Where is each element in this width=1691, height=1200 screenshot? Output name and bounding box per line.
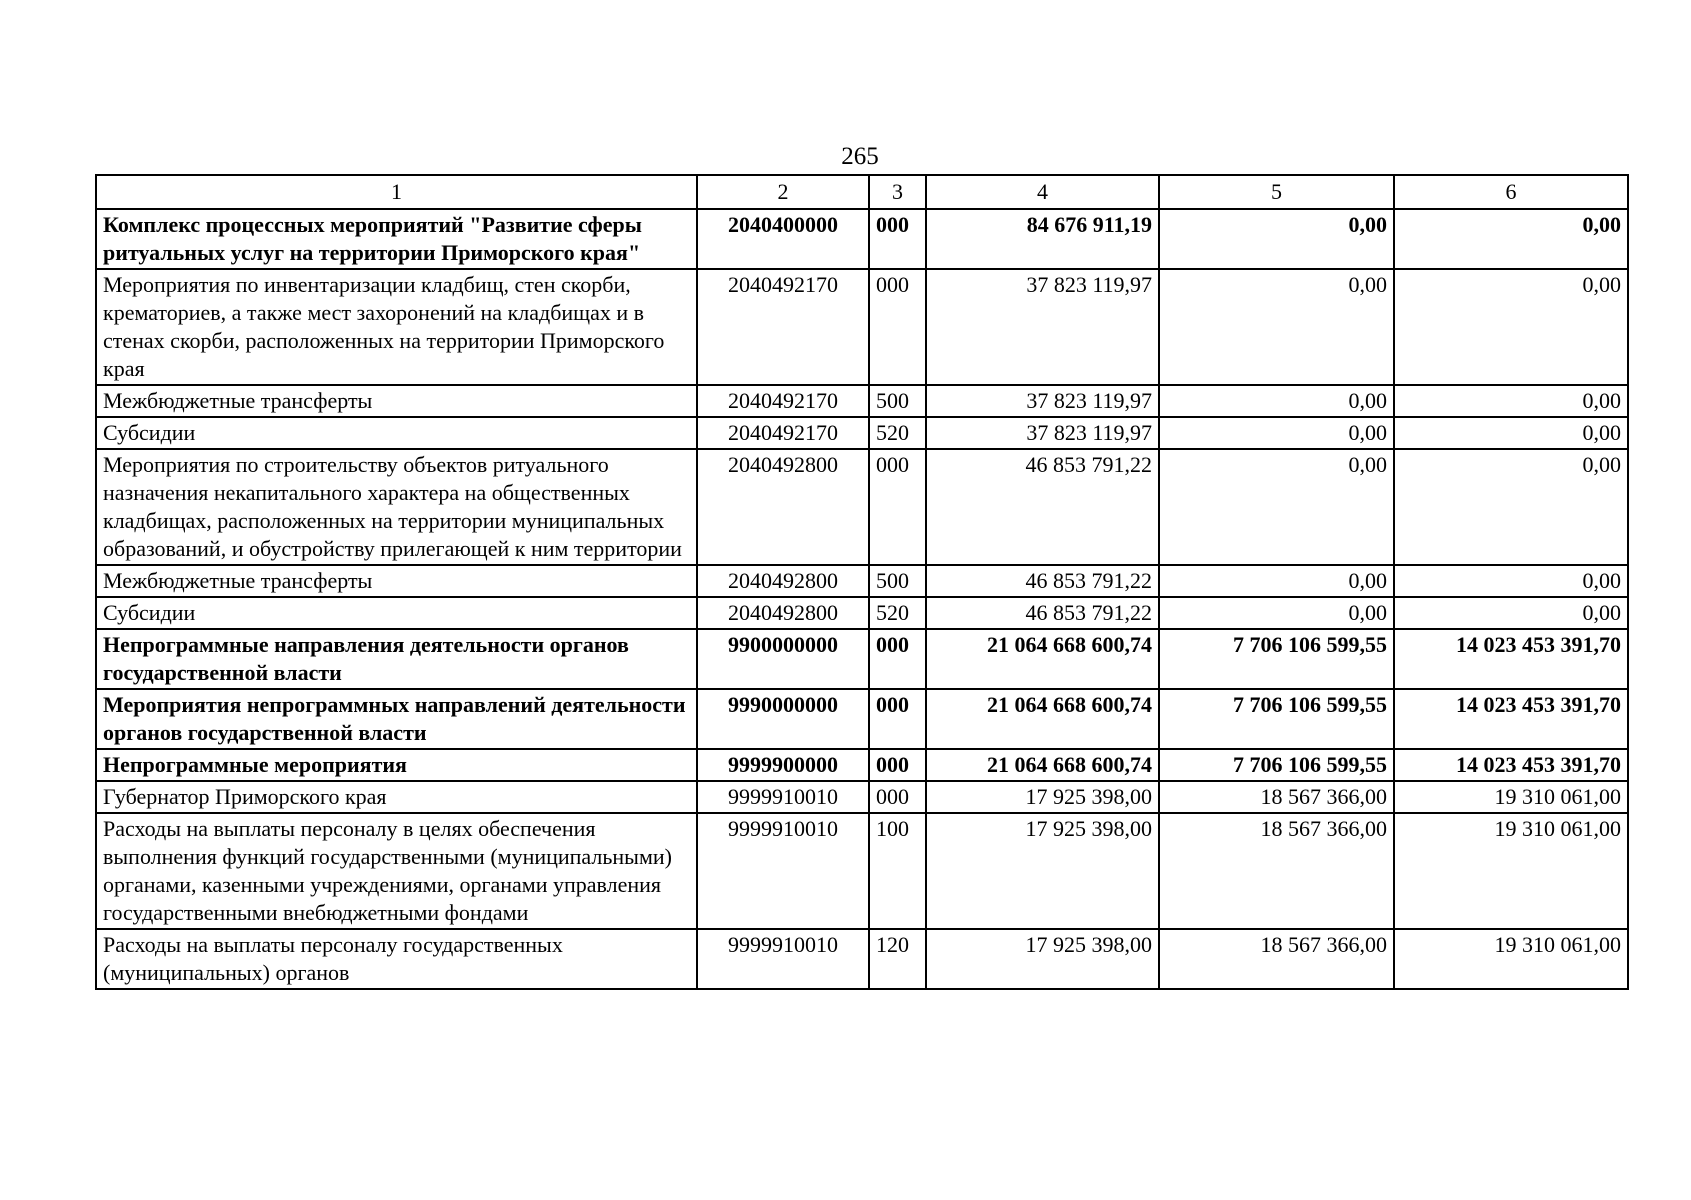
row-amount-col6-cell: 0,00: [1394, 417, 1628, 449]
table-row: [96, 689, 1628, 749]
row-code-cell: 9999900000: [697, 749, 869, 781]
row-name-cell: Субсидии: [96, 597, 697, 629]
row-amount-col6-cell: 19 310 061,00: [1394, 781, 1628, 813]
row-amount-col6-cell: 0,00: [1394, 565, 1628, 597]
table-row: [96, 417, 1628, 449]
row-code-cell: 2040492800: [697, 565, 869, 597]
table-row: [96, 269, 1628, 385]
row-amount-col6-cell: 14 023 453 391,70: [1394, 749, 1628, 781]
row-name-cell: Непрограммные мероприятия: [96, 749, 697, 781]
row-name-cell: Мероприятия непрограммных направлений деятельности органов государственной власти: [96, 689, 697, 749]
table-row: [96, 629, 1628, 689]
row-amount-col5-cell: 0,00: [1159, 597, 1394, 629]
row-amount-col6-cell: 0,00: [1394, 269, 1628, 385]
row-amount-col4-cell: 37 823 119,97: [926, 417, 1159, 449]
row-vr-cell: 000: [869, 629, 926, 689]
row-code-cell: 2040492170: [697, 385, 869, 417]
row-vr-cell: 520: [869, 417, 926, 449]
row-name-cell: Расходы на выплаты персоналу в целях обеспечения выполнения функций государственными (муниципальными) органами, казенными учреждениями, органами управления государственными внебюджетными фондами: [96, 813, 697, 929]
row-amount-col5-cell: 7 706 106 599,55: [1159, 689, 1394, 749]
table-row: [96, 749, 1628, 781]
row-amount-col4-cell: 84 676 911,19: [926, 209, 1159, 269]
table-row: [96, 209, 1628, 269]
table-row: [96, 929, 1628, 989]
row-amount-col4-cell: 37 823 119,97: [926, 269, 1159, 385]
row-code-cell: 2040492170: [697, 417, 869, 449]
table-row: [96, 385, 1628, 417]
row-amount-col6-cell: 14 023 453 391,70: [1394, 629, 1628, 689]
row-code-cell: 9990000000: [697, 689, 869, 749]
row-amount-col5-cell: 0,00: [1159, 209, 1394, 269]
row-code-cell: 2040492800: [697, 449, 869, 565]
row-amount-col5-cell: 0,00: [1159, 449, 1394, 565]
row-amount-col4-cell: 46 853 791,22: [926, 597, 1159, 629]
row-code-cell: 2040492800: [697, 597, 869, 629]
row-vr-cell: 100: [869, 813, 926, 929]
row-code-cell: 9999910010: [697, 781, 869, 813]
row-amount-col6-cell: 0,00: [1394, 449, 1628, 565]
row-vr-cell: 000: [869, 781, 926, 813]
row-amount-col6-cell: 14 023 453 391,70: [1394, 689, 1628, 749]
row-code-cell: 2040492170: [697, 269, 869, 385]
row-amount-col5-cell: 0,00: [1159, 417, 1394, 449]
table-row: [96, 597, 1628, 629]
row-name-cell: Губернатор Приморского края: [96, 781, 697, 813]
row-name-cell: Непрограммные направления деятельности органов государственной власти: [96, 629, 697, 689]
row-name-cell: Мероприятия по инвентаризации кладбищ, стен скорби, крематориев, а также мест захоронений на кладбищах и в стенах скорби, расположенных на территории Приморского края: [96, 269, 697, 385]
row-amount-col4-cell: 17 925 398,00: [926, 781, 1159, 813]
row-amount-col4-cell: 17 925 398,00: [926, 813, 1159, 929]
row-amount-col4-cell: 17 925 398,00: [926, 929, 1159, 989]
row-amount-col4-cell: 46 853 791,22: [926, 449, 1159, 565]
row-amount-col5-cell: 0,00: [1159, 269, 1394, 385]
row-name-cell: Межбюджетные трансферты: [96, 385, 697, 417]
header-col-5: 5: [1159, 175, 1394, 209]
table-row: [96, 449, 1628, 565]
row-amount-col5-cell: 18 567 366,00: [1159, 929, 1394, 989]
row-vr-cell: 000: [869, 209, 926, 269]
row-code-cell: 9900000000: [697, 629, 869, 689]
row-name-cell: Мероприятия по строительству объектов ритуального назначения некапитального характера на общественных кладбищах, расположенных на территории муниципальных образований, и обустройству прилегающей к ним территории: [96, 449, 697, 565]
row-vr-cell: 000: [869, 449, 926, 565]
row-amount-col5-cell: 18 567 366,00: [1159, 781, 1394, 813]
header-col-3: 3: [869, 175, 926, 209]
row-name-cell: Расходы на выплаты персоналу государственных (муниципальных) органов: [96, 929, 697, 989]
row-code-cell: 9999910010: [697, 813, 869, 929]
row-name-cell: Субсидии: [96, 417, 697, 449]
budget-table: [95, 174, 1629, 990]
row-vr-cell: 500: [869, 565, 926, 597]
row-amount-col4-cell: 37 823 119,97: [926, 385, 1159, 417]
row-amount-col5-cell: 0,00: [1159, 565, 1394, 597]
header-row: [96, 175, 1628, 209]
row-name-cell: Межбюджетные трансферты: [96, 565, 697, 597]
row-vr-cell: 120: [869, 929, 926, 989]
header-col-6: 6: [1394, 175, 1628, 209]
page-number: 265: [841, 143, 879, 170]
row-amount-col6-cell: 0,00: [1394, 597, 1628, 629]
row-amount-col5-cell: 7 706 106 599,55: [1159, 629, 1394, 689]
row-amount-col4-cell: 46 853 791,22: [926, 565, 1159, 597]
row-vr-cell: 000: [869, 269, 926, 385]
row-amount-col5-cell: 0,00: [1159, 385, 1394, 417]
row-vr-cell: 520: [869, 597, 926, 629]
table-row: [96, 565, 1628, 597]
row-amount-col5-cell: 18 567 366,00: [1159, 813, 1394, 929]
row-vr-cell: 500: [869, 385, 926, 417]
table-row: [96, 781, 1628, 813]
row-amount-col4-cell: 21 064 668 600,74: [926, 689, 1159, 749]
header-col-2: 2: [697, 175, 869, 209]
table-row: [96, 813, 1628, 929]
row-amount-col6-cell: 19 310 061,00: [1394, 929, 1628, 989]
header-col-4: 4: [926, 175, 1159, 209]
row-amount-col4-cell: 21 064 668 600,74: [926, 629, 1159, 689]
row-amount-col6-cell: 0,00: [1394, 209, 1628, 269]
row-name-cell: Комплекс процессных мероприятий "Развитие сферы ритуальных услуг на территории Приморского края": [96, 209, 697, 269]
row-code-cell: 9999910010: [697, 929, 869, 989]
header-col-1: 1: [96, 175, 697, 209]
row-code-cell: 2040400000: [697, 209, 869, 269]
row-amount-col6-cell: 0,00: [1394, 385, 1628, 417]
row-amount-col4-cell: 21 064 668 600,74: [926, 749, 1159, 781]
row-vr-cell: 000: [869, 749, 926, 781]
table-body: [96, 209, 1628, 989]
row-vr-cell: 000: [869, 689, 926, 749]
row-amount-col5-cell: 7 706 106 599,55: [1159, 749, 1394, 781]
row-amount-col6-cell: 19 310 061,00: [1394, 813, 1628, 929]
